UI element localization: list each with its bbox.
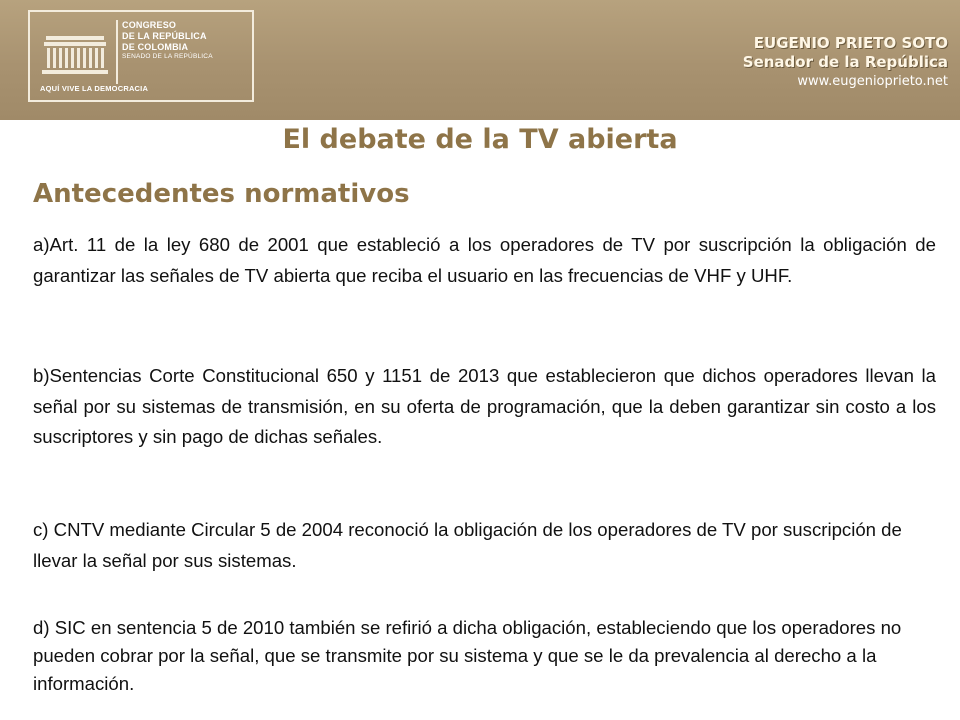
congreso-logo	[28, 10, 254, 102]
senator-name: EUGENIO PRIETO SOTO	[753, 34, 948, 52]
logo-motto: AQUÍ VIVE LA DEMOCRACIA	[40, 84, 149, 93]
paragraph-d: d) SIC en sentencia 5 de 2010 también se refirió a dicha obligación, estableciendo que los operadores no pueden cobrar por la señal, que se transmite por su sistema y que se le da prevalencia al derecho a la información.	[33, 617, 902, 694]
logo-line-4: SENADO DE LA REPÚBLICA	[122, 53, 213, 60]
paragraph-a: a)Art. 11 de la ley 680 de 2001 que estableció a los operadores de TV por suscripción la obligación de garantizar las señales de TV abierta que reciba el usuario en las frecuencias de VHF y UHF.	[33, 234, 936, 286]
paragraph-b: b)Sentencias Corte Constitucional 650 y 1151 de 2013 que establecieron que dichos operadores llevan la señal por su sistemas de transmisión, en su oferta de programación, que la deben garantizar sin costo a los suscriptores y sin pago de dichas señales.	[33, 365, 936, 447]
paragraph-c: c) CNTV mediante Circular 5 de 2004 reconoció la obligación de los operadores de TV por suscripción de llevar la señal por sus sistemas.	[33, 519, 902, 571]
logo-line-1: CONGRESO	[122, 20, 177, 30]
logo-line-2: DE LA REPÚBLICA	[122, 31, 207, 41]
section-subtitle: Antecedentes normativos	[33, 179, 410, 209]
website-link[interactable]: www.eugenioprieto.net	[797, 74, 948, 89]
logo-divider	[116, 20, 118, 84]
capitol-building-icon	[40, 30, 110, 78]
senator-block	[743, 34, 948, 91]
page-title: El debate de la TV abierta	[282, 124, 678, 155]
senator-role: Senador de la República	[742, 53, 948, 71]
header-band	[0, 0, 960, 120]
logo-text	[122, 20, 213, 61]
logo-line-3: DE COLOMBIA	[122, 42, 189, 52]
